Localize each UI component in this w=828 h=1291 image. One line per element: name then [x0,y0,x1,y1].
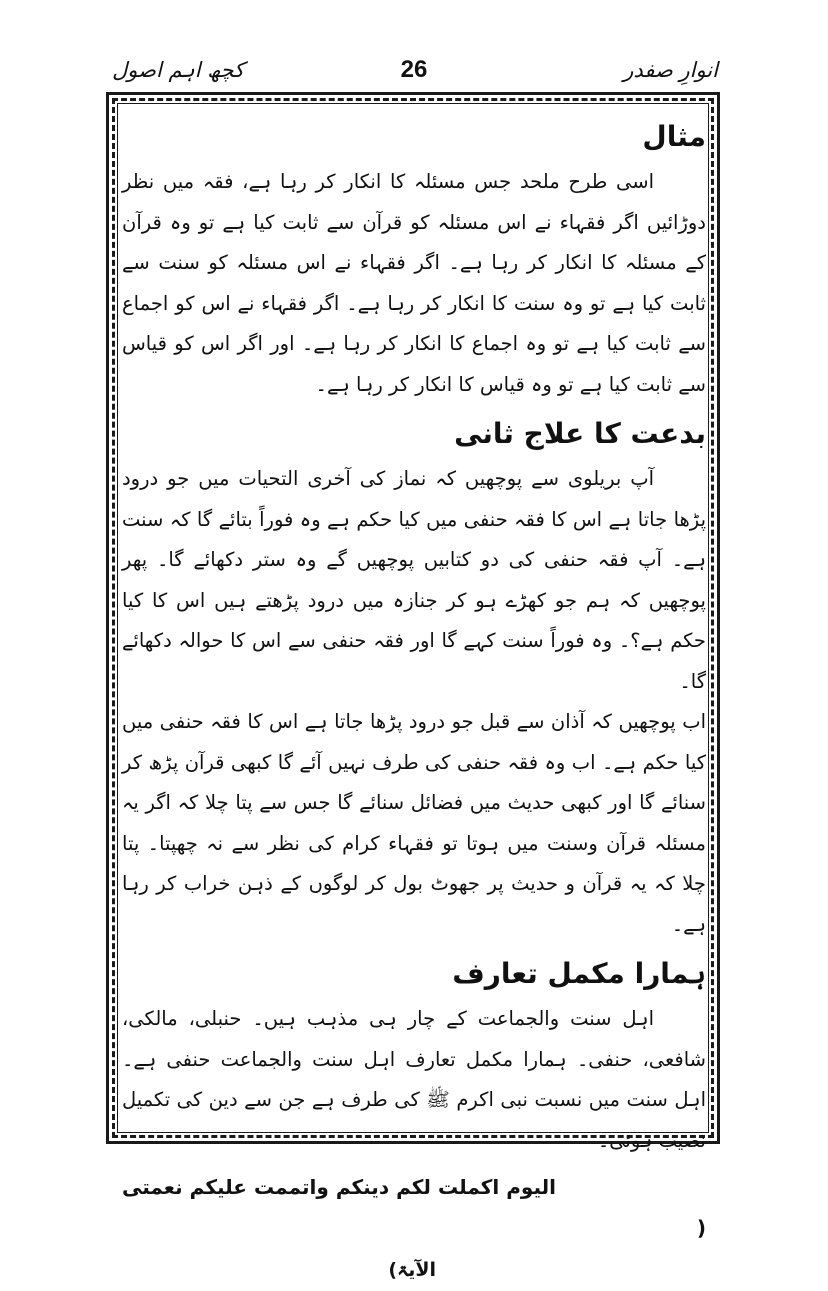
section-heading-bidah-remedy: بدعت کا علاج ثانی [454,417,706,450]
section-heading-example: مثال [642,120,706,153]
paragraph: اب پوچھیں کہ آذان سے قبل جو درود پڑھا جاتا ہے اس کا فقہ حنفی میں کیا حکم ہے۔ اب وہ فقہ حنفی کی طرف نہیں آئے گا کبھی قرآن پڑھ کر سنائے گا اور کبھی حدیث میں فضائل سنائے گا جس سے پتا چلا کہ اگر یہ مسئلہ قرآن وسنت میں ہوتا تو فقہاء کرام کی نظر سے نہ چھپتا۔ پتا چلا کہ یہ قرآن و حدیث پر جھوٹ بول کر لوگوں کے ذہن خراب کر رہا ہے۔ [122,710,706,936]
paragraph: اسی طرح ملحد جس مسئلہ کا انکار کر رہا ہے، فقہ میں نظر دوڑائیں اگر فقہاء نے اس مسئلہ کو قرآن سے ثابت کیا ہے تو وہ قرآن کے مسئلہ کا انکار کر رہا ہے۔ اگر فقہاء نے اس مسئلہ کو سنت سے ثابت کیا ہے تو وہ سنت کا انکار کر رہا ہے۔ اگر فقہاء نے اس کو اجماع سے ثابت کیا ہے تو وہ اجماع کا انکار کر رہا ہے۔ اور اگر اس کو قیاس سے ثابت کیا ہے تو وہ قیاس کا انکار کر رہا ہے۔ [122,170,706,396]
paragraph: آپ بریلوی سے پوچھیں کہ نماز کی آخری التحیات میں جو درود پڑھا جاتا ہے اس کا فقہ حنفی میں کیا حکم ہے وہ فوراً بتائے گا کہ سنت ہے۔ آپ فقہ حنفی کی دو کتابیں پوچھیں گے وہ ستر دکھائے گا۔ پھر پوچھیں کہ ہم جو کھڑے ہو کر جنازہ میں درود پڑھتے ہیں اس کا کیا حکم ہے؟۔ وہ فوراً سنت کہے گا اور فقہ حنفی سے اس کا حوالہ دکھائے گا۔ [122,467,706,693]
chapter-title: کچھ اہم اصول [112,58,245,82]
paragraph: اہل سنت والجماعت کے چار ہی مذہب ہیں۔ حنبلی، مالکی، شافعی، حنفی۔ ہمارا مکمل تعارف اہل سنت والجماعت حنفی ہے۔ اہل سنت میں نسبت نبی اکرم ﷺ کی طرف ہے جن سے دین کی تکمیل نصیب ہوئی۔ [122,1007,706,1152]
page-header [108,54,720,90]
quranic-verse: الیوم اکملت لکم دینکم واتممت علیکم نعمتی ( [122,1175,706,1240]
verse-reference: الآیۃ) [388,1259,436,1281]
book-title: انوارِ صفدر [623,58,718,82]
page-number: 26 [400,56,428,83]
page-body [122,112,706,1291]
section-heading-introduction: ہمارا مکمل تعارف [452,957,706,990]
